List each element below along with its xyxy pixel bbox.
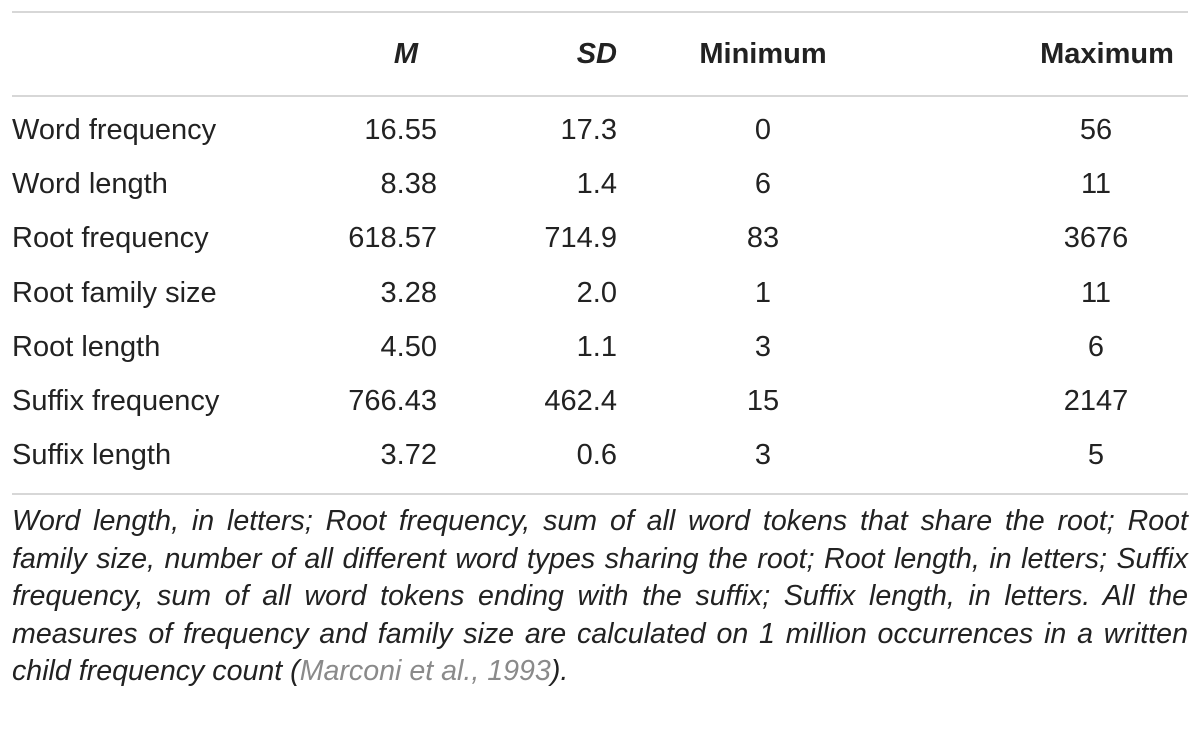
header-minimum-label: Minimum — [699, 37, 827, 70]
header-sd-label: SD — [576, 37, 617, 70]
cell-maximum-value: 2147 — [1063, 385, 1129, 418]
header-sd — [437, 13, 617, 95]
cell-maximum-value: 11 — [1080, 276, 1112, 309]
row-label: Word frequency — [12, 113, 217, 146]
cell-minimum — [617, 374, 887, 428]
cell-sd: 714.9 — [544, 222, 617, 255]
cell-maximum — [887, 429, 1188, 483]
cell-maximum-value: 5 — [1087, 439, 1105, 472]
row-label: Root frequency — [12, 222, 209, 255]
header-empty — [12, 13, 252, 95]
cell-maximum-value: 56 — [1079, 113, 1113, 146]
cell-minimum — [617, 97, 887, 157]
header-row — [12, 13, 1188, 95]
header-minimum — [617, 13, 887, 95]
cell-sd: 462.4 — [544, 385, 617, 418]
row-label: Word length — [12, 167, 168, 200]
header-maximum-label: Maximum — [1040, 37, 1174, 70]
cell-maximum — [887, 212, 1188, 266]
cell-mean: 3.28 — [380, 276, 437, 309]
cell-mean: 766.43 — [348, 385, 437, 418]
table-row — [12, 266, 1188, 320]
table-row — [12, 429, 1188, 483]
footnote-closing: ). — [550, 655, 569, 688]
cell-minimum — [617, 266, 887, 320]
table-header — [12, 13, 1188, 95]
cell-maximum — [887, 157, 1188, 211]
row-label: Root family size — [12, 276, 217, 309]
row-label: Root length — [12, 330, 161, 363]
table-row — [12, 157, 1188, 211]
cell-sd: 0.6 — [576, 439, 617, 472]
cell-minimum-value: 15 — [746, 385, 780, 418]
cell-sd: 1.4 — [576, 167, 617, 200]
cell-mean: 16.55 — [364, 113, 437, 146]
descriptive-stats-table — [12, 13, 1188, 95]
header-maximum — [887, 13, 1188, 95]
cell-maximum-value: 6 — [1087, 330, 1105, 363]
cell-minimum-value: 0 — [754, 113, 772, 146]
cell-minimum-value: 1 — [754, 276, 772, 309]
cell-minimum-value: 83 — [746, 222, 780, 255]
cell-minimum-value: 3 — [754, 439, 772, 472]
cell-minimum-value: 6 — [754, 167, 772, 200]
cell-sd: 2.0 — [576, 276, 617, 309]
table-body — [12, 97, 1188, 483]
cell-mean: 8.38 — [380, 167, 437, 200]
table-row — [12, 212, 1188, 266]
cell-maximum-value: 11 — [1080, 167, 1112, 200]
table-row — [12, 320, 1188, 374]
cell-mean: 4.50 — [380, 330, 437, 363]
descriptive-stats-body-table — [12, 97, 1188, 483]
cell-minimum — [617, 320, 887, 374]
cell-maximum — [887, 320, 1188, 374]
table-row — [12, 374, 1188, 428]
cell-maximum-value: 3676 — [1063, 222, 1129, 255]
cell-sd: 17.3 — [560, 113, 617, 146]
footnote-text: Word length, in letters; Root frequency, sum of all word tokens that share the root; Root family size, number of all different word types sharing the root; Root length, in letters; Suffix frequency, sum of all word tokens ending with the suffix; Suffix length, in letters. All the measures of frequency and family size are calculated on 1 million occurrences in a written child frequency count ( — [12, 505, 1188, 688]
cell-maximum — [887, 97, 1188, 157]
cell-minimum-value: 3 — [754, 330, 772, 363]
stats-table-container — [12, 0, 1188, 691]
citation-link[interactable]: Marconi et al., 1993 — [299, 655, 551, 688]
cell-minimum — [617, 157, 887, 211]
cell-minimum — [617, 429, 887, 483]
cell-mean: 3.72 — [380, 439, 437, 472]
table-bottom-rule — [12, 493, 1188, 495]
header-mean — [252, 13, 437, 95]
table-row — [12, 97, 1188, 157]
row-label: Suffix length — [12, 439, 172, 472]
cell-mean: 618.57 — [348, 222, 437, 255]
cell-maximum — [887, 266, 1188, 320]
row-label: Suffix frequency — [12, 385, 220, 418]
cell-minimum — [617, 212, 887, 266]
cell-sd: 1.1 — [576, 330, 617, 363]
cell-maximum — [887, 374, 1188, 428]
table-footnote — [12, 503, 1188, 691]
header-mean-label: M — [393, 37, 418, 70]
